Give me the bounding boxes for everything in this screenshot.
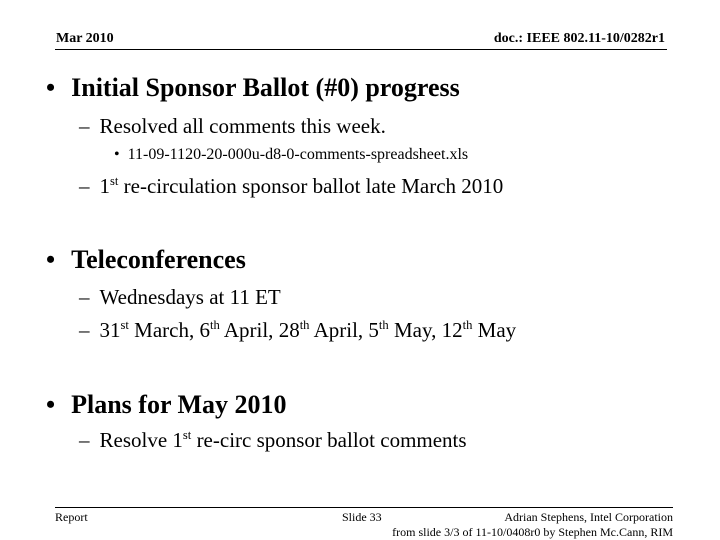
date-sup: th — [462, 318, 473, 332]
date-text: April, — [309, 318, 369, 342]
sub-sub-bullet-file — [114, 146, 468, 164]
dash-mark: – — [79, 318, 90, 342]
header-date: Mar 2010 — [56, 31, 114, 46]
bullet-mark: • — [46, 73, 56, 102]
date-sup: th — [378, 318, 389, 332]
dash-mark: – — [79, 174, 90, 198]
bullet-teleconferences — [46, 245, 246, 275]
footer-rule — [55, 507, 673, 508]
recirc-text: re-circulation sponsor ballot late March 2010 — [118, 174, 504, 198]
plan-pre: Resolve 1 — [99, 428, 183, 452]
date-sup: th — [209, 318, 220, 332]
date-text: May, — [388, 318, 442, 342]
header-rule — [55, 49, 667, 50]
dash-mark: – — [79, 428, 90, 452]
footer-label: Report — [55, 510, 88, 524]
file-name: 11-09-1120-20-000u-d8-0-comments-spreadsheet.xls — [127, 146, 469, 163]
bullet-mark: • — [114, 146, 120, 163]
date-num: 28 — [278, 318, 300, 342]
header-doc-id: doc.: IEEE 802.11-10/0282r1 — [493, 31, 665, 46]
sub-bullet-recirculation — [79, 174, 503, 199]
footer-source: from slide 3/3 of 11-10/0408r0 by Stephen Mc.Cann, RIM — [392, 525, 673, 539]
date-sup: th — [299, 318, 310, 332]
date-num: 31 — [99, 318, 121, 342]
dash-mark: – — [79, 285, 90, 309]
recirc-sup: st — [110, 174, 119, 188]
plan-text: re-circ sponsor ballot comments — [191, 428, 467, 452]
sub-bullet-resolve — [79, 428, 467, 453]
sub-bullet-text: Wednesdays at 11 ET — [99, 285, 281, 309]
date-num: 5 — [368, 318, 379, 342]
date-sup: st — [120, 318, 129, 332]
plan-sup: st — [182, 428, 192, 442]
bullet-title: Initial Sponsor Ballot (#0) progress — [71, 73, 460, 102]
dash-mark: – — [79, 114, 90, 138]
bullet-plans — [46, 390, 287, 420]
bullet-sponsor-ballot — [46, 73, 460, 103]
footer-author: Adrian Stephens, Intel Corporation — [504, 510, 673, 524]
sub-bullet-dates — [79, 318, 516, 343]
date-text: March, — [128, 318, 200, 342]
date-num: 12 — [441, 318, 463, 342]
date-text: April, — [219, 318, 279, 342]
bullet-mark: • — [46, 390, 56, 419]
bullet-mark: • — [46, 245, 56, 274]
footer-slide-number: Slide 33 — [342, 510, 382, 524]
date-text: May — [472, 318, 517, 342]
date-num: 6 — [199, 318, 210, 342]
bullet-title: Teleconferences — [71, 245, 246, 274]
bullet-title: Plans for May 2010 — [71, 390, 287, 419]
recirc-num: 1 — [99, 174, 110, 198]
sub-bullet-resolved — [79, 114, 386, 139]
footer-author-block — [392, 510, 673, 540]
sub-bullet-text: Resolved all comments this week. — [99, 114, 386, 138]
sub-bullet-weekly — [79, 285, 281, 310]
